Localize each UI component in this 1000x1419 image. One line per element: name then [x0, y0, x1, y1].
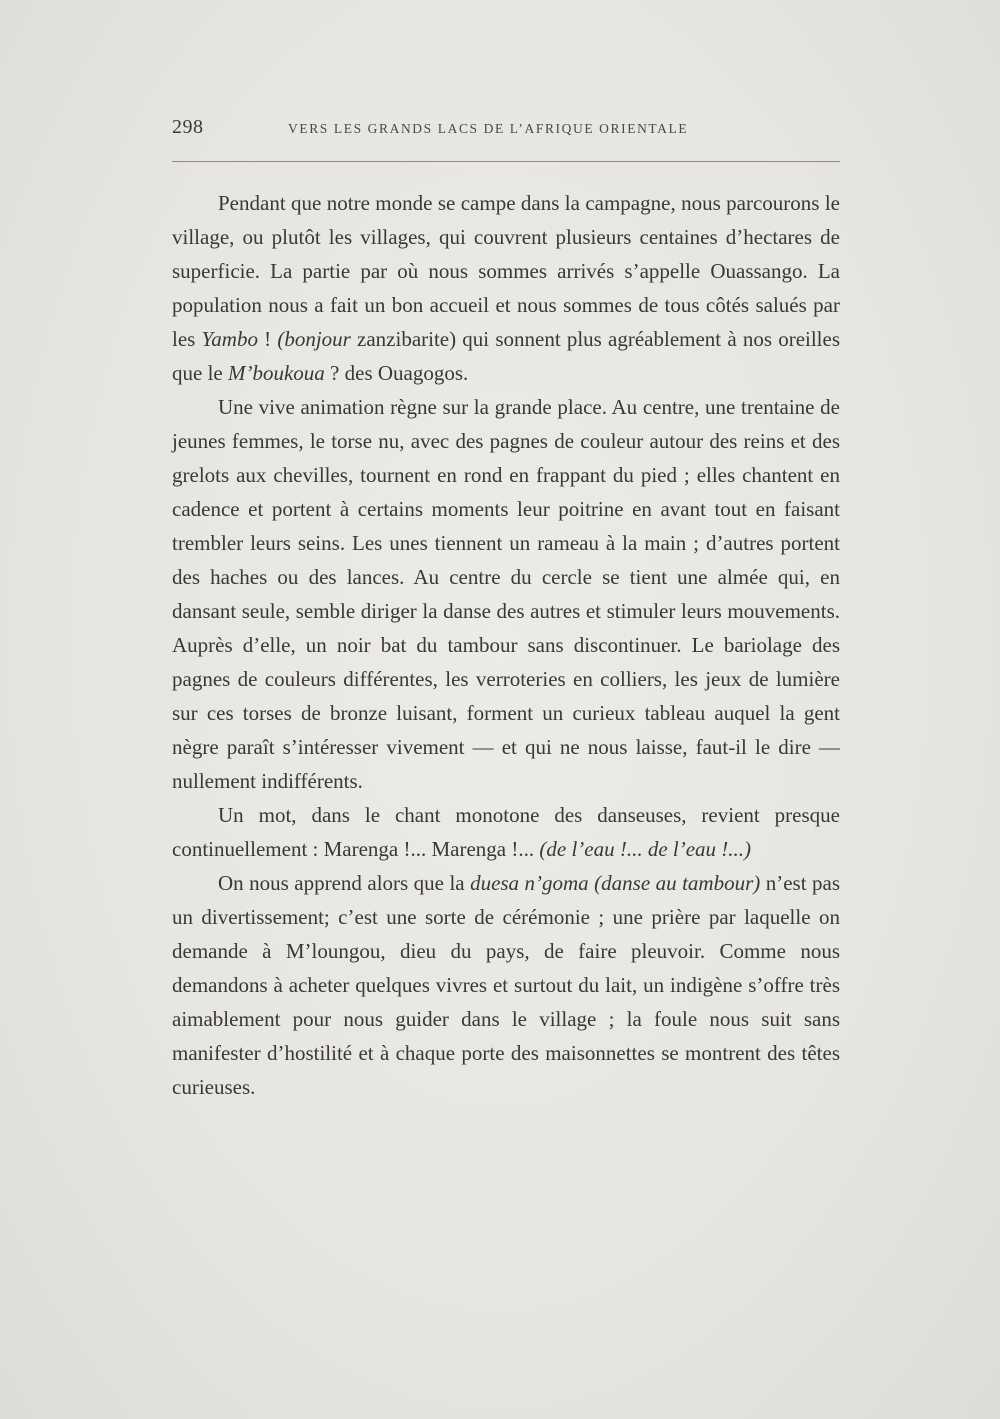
text-run: n’est pas un divertissement; c’est une sorte de cérémonie ; une prière par laquelle on demande à M’loungou, dieu du pays, de faire pleuvoir. Comme nous demandons à acheter quelques vivres et surtout du lait, un indigène s’offre très aimablement pour nous guider dans le village ; la foule nous suit sans manifester d’hostilité et à chaque porte des maisonnettes se montrent des têtes curieuses. [172, 871, 840, 1099]
paragraph [172, 866, 840, 1104]
italic-term: Yambo [201, 327, 258, 351]
italic-term: duesa n’goma [470, 871, 589, 895]
italic-term: M’boukoua [227, 361, 325, 385]
text-run: Pendant que notre monde se campe dans la campagne, nous parcourons le village, ou plutôt les villages, qui couvrent plusieurs centaines d’hectares de superficie. La partie par où nous sommes arrivés s’appelle Ouassango. La population nous a fait un bon accueil et nous sommes de tous côtés salués par les [172, 191, 840, 351]
header-rule [172, 161, 840, 162]
paragraph [172, 186, 840, 390]
italic-term: (danse au tambour) [594, 871, 761, 895]
body-text [172, 186, 840, 1104]
italic-term: (de l’eau !... de l’eau !...) [539, 837, 752, 861]
running-head [172, 112, 840, 152]
paragraph [172, 798, 840, 866]
text-run: ? des Ouagogos. [324, 361, 469, 385]
text-run: On nous apprend alors que la [218, 871, 471, 895]
running-title: VERS LES GRANDS LACS DE L’AFRIQUE ORIENTALE [288, 121, 689, 136]
paragraph: Une vive animation règne sur la grande place. Au centre, une trentaine de jeunes femmes, le torse nu, avec des pagnes de couleur autour des reins et des grelots aux chevilles, tournent en rond en frappant du pied ; elles chantent en cadence et portent à certains moments leur poitrine en avant tout en faisant trembler leurs seins. Les unes tiennent un rameau à la main ; d’autres portent des haches ou des lances. Au centre du cercle se tient une almée qui, en dansant seule, semble diriger la danse des autres et stimuler leurs mouvements. Auprès d’elle, un noir bat du tambour sans discontinuer. Le bariolage des pagnes de couleurs différentes, les verroteries en colliers, les jeux de lumière sur ces torses de bronze luisant, forment un curieux tableau auquel la gent nègre paraît s’intéresser vivement — et qui ne nous laisse, faut-il le dire — nullement indifférents. [172, 395, 840, 793]
text-run: ! [257, 327, 278, 351]
text-run: Un mot, dans le chant monotone des danseuses, revient presque continuellement : Marenga !... Marenga !... [172, 803, 840, 861]
text-run: zanzibarite) qui sonnent plus agréablement à nos oreilles que le [172, 327, 841, 385]
italic-term: (bonjour [277, 327, 351, 351]
page-number: 298 [172, 116, 204, 138]
